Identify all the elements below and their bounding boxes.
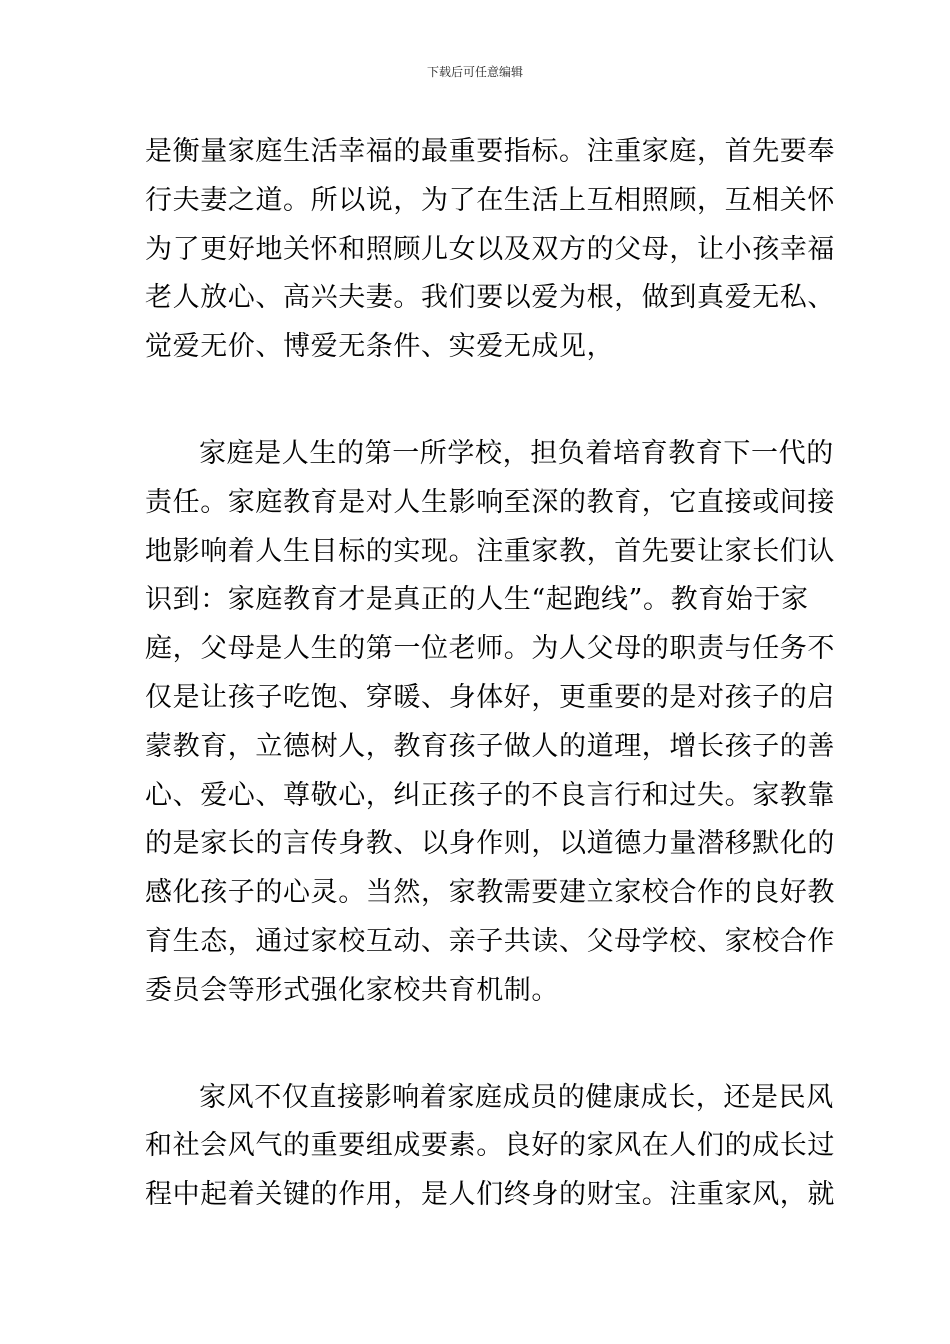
text-line: 为了更好地关怀和照顾儿女以及双方的父母，让小孩幸福 xyxy=(145,233,835,265)
paragraph-family-life xyxy=(145,128,835,372)
paragraph-spacer xyxy=(145,372,807,430)
text-line: 仅是让孩子吃饱、穿暖、身体好，更重要的是对孩子的启 xyxy=(145,681,835,713)
text-line: 感化孩子的心灵。当然，家教需要建立家校合作的良好教 xyxy=(145,877,835,909)
text-line: 责任。家庭教育是对人生影响至深的教育，它直接或间接 xyxy=(145,486,835,518)
text-line: 育生态，通过家校互动、亲子共读、父母学校、家校合作 xyxy=(145,925,835,957)
text-line: 心、爱心、尊敬心，纠正孩子的不良言行和过失。家教靠 xyxy=(145,779,835,811)
text-line: 地影响着人生目标的实现。注重家教，首先要让家长们认 xyxy=(145,535,835,567)
text-line: 和社会风气的重要组成要素。良好的家风在人们的成长过 xyxy=(145,1130,835,1162)
text-line: 家风不仅直接影响着家庭成员的健康成长，还是民风 xyxy=(199,1081,834,1113)
text-line: 觉爱无价、博爱无条件、实爱无成见， xyxy=(145,331,615,363)
document-body xyxy=(145,128,835,1220)
text-line: 蒙教育，立德树人，教育孩子做人的道理，增长孩子的善 xyxy=(145,730,835,762)
text-line: 行夫妻之道。所以说，为了在生活上互相照顾，互相关怀 xyxy=(145,184,835,216)
text-line: 家庭是人生的第一所学校，担负着培育教育下一代的 xyxy=(199,437,834,469)
text-line: 的是家长的言传身教、以身作则，以道德力量潜移默化的 xyxy=(145,828,835,860)
text-line: 委员会等形式强化家校共育机制。 xyxy=(145,974,559,1006)
page-header: 下载后可任意编辑 xyxy=(426,65,523,79)
text-line: 程中起着关键的作用，是人们终身的财宝。注重家风，就 xyxy=(145,1179,835,1211)
text-line: 识到：家庭教育才是真正的人生“起跑线”。教育始于家 xyxy=(145,584,809,616)
paragraph-family-education xyxy=(145,430,835,1016)
paragraph-spacer xyxy=(145,1016,807,1074)
text-line: 老人放心、高兴夫妻。我们要以爱为根，做到真爱无私、 xyxy=(145,282,835,314)
text-line: 是衡量家庭生活幸福的最重要指标。注重家庭，首先要奉 xyxy=(145,136,835,167)
paragraph-family-tradition xyxy=(145,1074,835,1220)
text-line: 庭，父母是人生的第一位老师。为人父母的职责与任务不 xyxy=(145,633,835,665)
